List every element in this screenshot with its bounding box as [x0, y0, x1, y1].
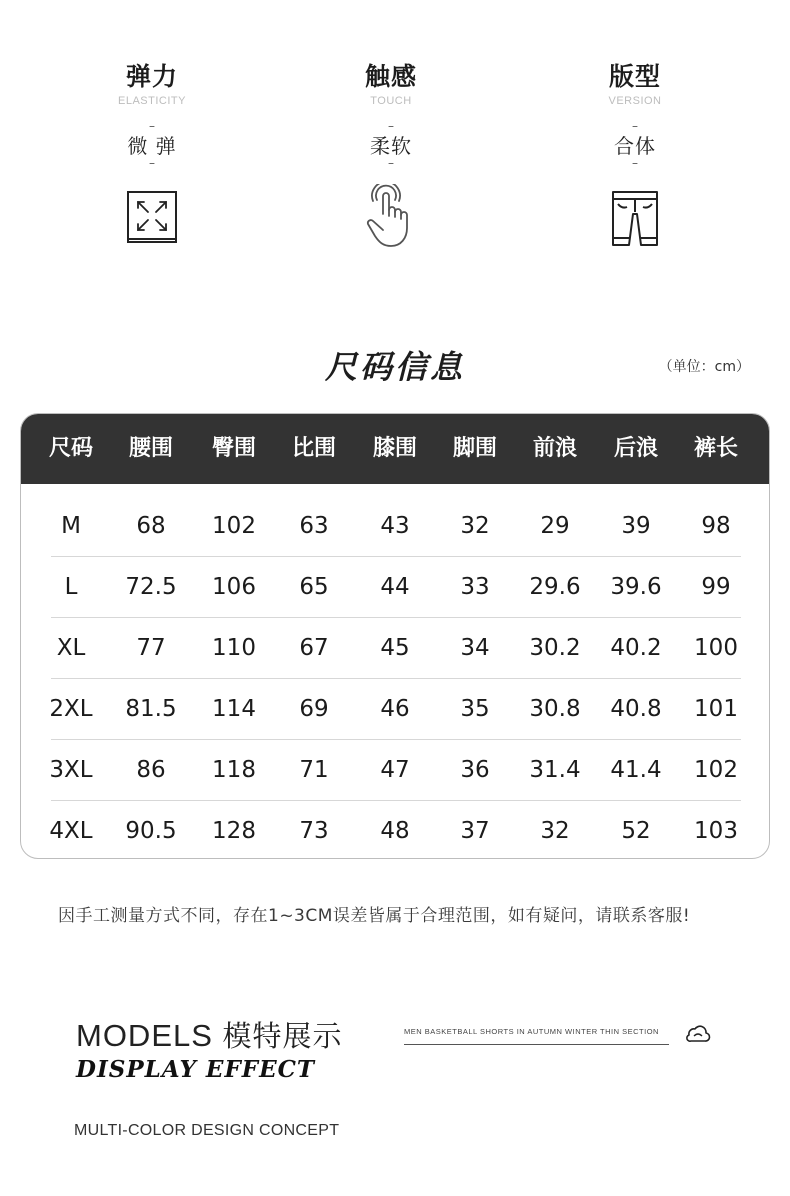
table-cell: 102 [212, 513, 256, 539]
table-cell: 33 [460, 574, 490, 600]
table-cell: 73 [299, 818, 329, 844]
attribute-subtitle: TOUCH [370, 95, 412, 107]
header-cell: 脚围 [452, 436, 497, 461]
table-cell: 46 [380, 696, 410, 722]
header-cell: 后浪 [613, 436, 658, 461]
table-cell: M [61, 513, 81, 539]
table-row [51, 557, 741, 618]
attribute-version [565, 60, 705, 248]
size-table [20, 413, 770, 859]
table-cell: 72.5 [125, 574, 177, 600]
table-cell: 29 [540, 513, 570, 539]
table-cell: 36 [460, 757, 490, 783]
dash-top: – [149, 119, 155, 133]
table-cell: 3XL [49, 757, 93, 783]
table-cell: 63 [299, 513, 329, 539]
table-header [21, 414, 769, 484]
table-cell: 103 [694, 818, 738, 844]
table-cell: 37 [460, 818, 490, 844]
header-cell: 尺码 [48, 436, 93, 461]
table-cell: 102 [694, 757, 738, 783]
table-cell: 48 [380, 818, 410, 844]
header-cell: 比围 [291, 436, 336, 461]
attribute-value: 合体 [614, 134, 656, 158]
table-cell: 30.8 [529, 696, 581, 722]
table-cell: 90.5 [125, 818, 177, 844]
table-cell: 101 [694, 696, 738, 722]
table-cell: 69 [299, 696, 329, 722]
table-row [51, 679, 741, 740]
models-title-cn: 模特展示 [222, 1019, 343, 1053]
expand-arrows-icon [126, 190, 178, 244]
attribute-subtitle: ELASTICITY [118, 95, 186, 107]
table-cell: 35 [460, 696, 490, 722]
dash-bottom: – [149, 156, 155, 170]
table-cell: 30.2 [529, 635, 581, 661]
table-cell: 71 [299, 757, 329, 783]
product-caption: MEN BASKETBALL SHORTS IN AUTUMN WINTER THIN SECTION [404, 1027, 659, 1036]
table-cell: XL [56, 635, 86, 661]
table-cell: 118 [212, 757, 256, 783]
shorts-icon [611, 190, 659, 248]
table-cell: 77 [136, 635, 166, 661]
table-cell: 67 [299, 635, 329, 661]
table-cell: 52 [621, 818, 651, 844]
table-cell: L [64, 574, 78, 600]
divider-line [404, 1044, 669, 1045]
header-cell: 膝围 [372, 436, 417, 461]
models-title-en: MODELS [76, 1018, 213, 1053]
dash-top: – [388, 119, 394, 133]
table-cell: 106 [212, 574, 256, 600]
attribute-value: 柔软 [370, 134, 412, 158]
table-cell: 81.5 [125, 696, 177, 722]
table-row [51, 496, 741, 557]
table-cell: 39 [621, 513, 651, 539]
dash-bottom: – [632, 156, 638, 170]
table-cell: 34 [460, 635, 490, 661]
table-cell: 110 [212, 635, 256, 661]
table-cell: 98 [701, 513, 731, 539]
models-title [76, 1014, 343, 1055]
table-cell: 86 [136, 757, 166, 783]
table-cell: 4XL [49, 818, 93, 844]
attribute-value: 微 弹 [127, 134, 177, 158]
table-cell: 39.6 [610, 574, 662, 600]
table-cell: 47 [380, 757, 410, 783]
cloud-icon [685, 1022, 711, 1044]
table-cell: 43 [380, 513, 410, 539]
attribute-subtitle: VERSION [608, 95, 662, 107]
table-cell: 41.4 [610, 757, 662, 783]
attribute-title: 版型 [608, 62, 661, 91]
table-cell: 44 [380, 574, 410, 600]
attribute-elasticity [82, 60, 222, 244]
header-cell: 臀围 [211, 436, 256, 461]
table-row [51, 801, 741, 859]
table-cell: 68 [136, 513, 166, 539]
table-cell: 29.6 [529, 574, 581, 600]
display-effect-title: DISPLAY EFFECT [76, 1056, 316, 1083]
table-cell: 32 [460, 513, 490, 539]
table-cell: 99 [701, 574, 731, 600]
table-cell: 45 [380, 635, 410, 661]
unit-label: （单位：cm） [658, 359, 750, 375]
table-cell: 128 [212, 818, 256, 844]
attribute-title: 触感 [364, 62, 417, 91]
dash-bottom: – [388, 156, 394, 170]
table-cell: 65 [299, 574, 329, 600]
dash-top: – [632, 119, 638, 133]
table-cell: 31.4 [529, 757, 581, 783]
table-cell: 40.2 [610, 635, 662, 661]
header-cell: 腰围 [128, 436, 173, 461]
multi-color-caption: MULTI-COLOR DESIGN CONCEPT [74, 1122, 340, 1139]
table-cell: 114 [212, 696, 256, 722]
table-cell: 100 [694, 635, 738, 661]
touch-hand-icon [363, 184, 419, 250]
table-cell: 32 [540, 818, 570, 844]
table-row [51, 740, 741, 801]
attribute-title: 弹力 [125, 62, 178, 91]
table-cell: 2XL [49, 696, 93, 722]
table-row [51, 618, 741, 679]
attribute-touch [321, 60, 461, 250]
measurement-note: 因手工测量方式不同，存在1~3CM误差皆属于合理范围，如有疑问，请联系客服! [58, 906, 691, 926]
header-cell: 裤长 [693, 436, 738, 461]
header-cell: 前浪 [532, 436, 577, 461]
table-cell: 40.8 [610, 696, 662, 722]
size-info-title: 尺码信息 [324, 348, 465, 386]
